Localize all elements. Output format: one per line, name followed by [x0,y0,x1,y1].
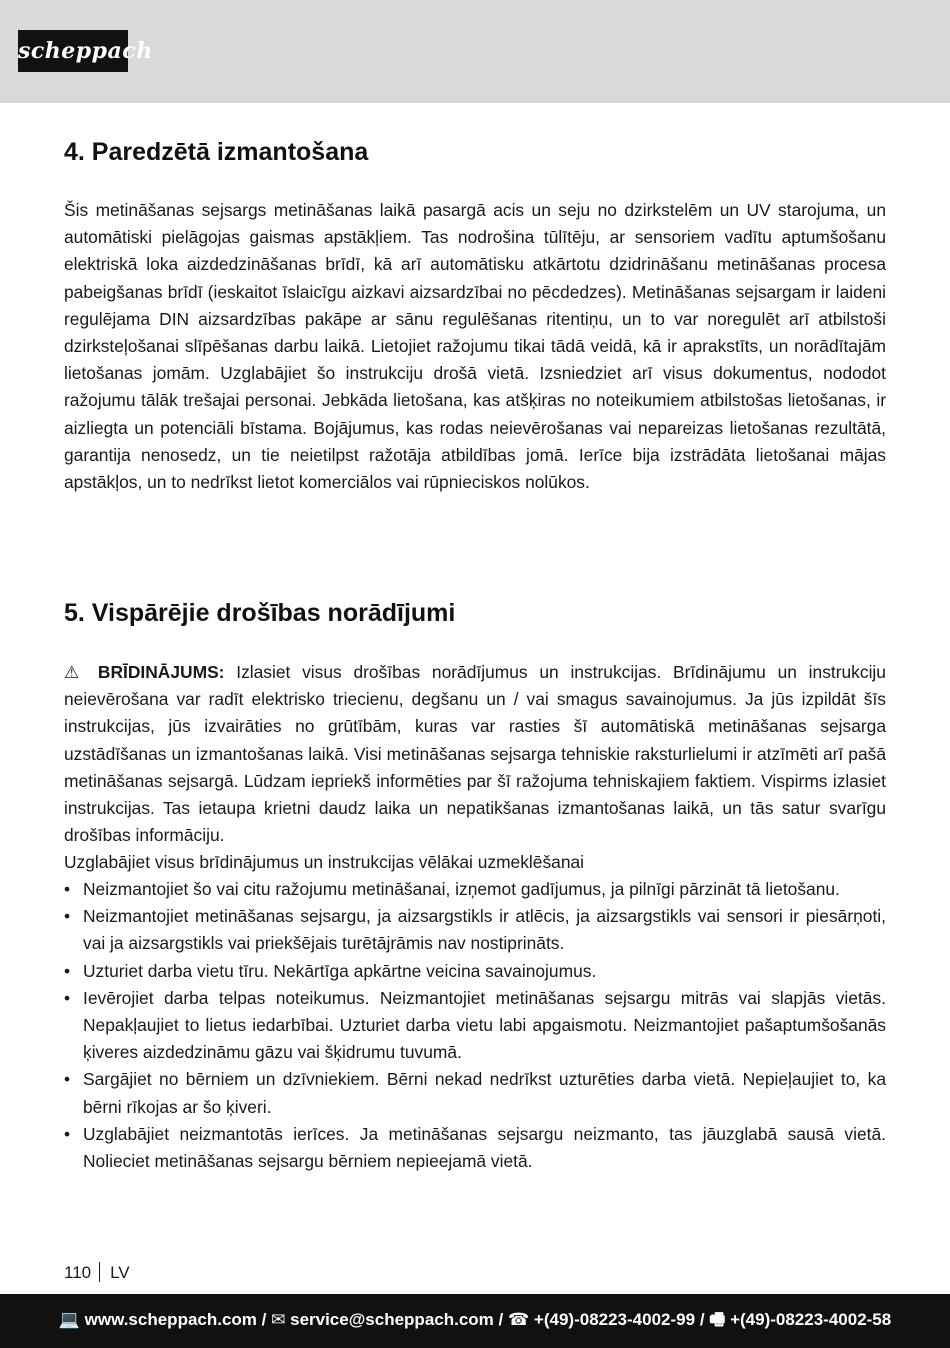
separator: / [498,1310,504,1329]
mail-icon: ✉ [271,1310,286,1329]
contact-bar [0,1294,950,1348]
keep-instructions-line: Uzglabājiet visus brīdinājumus un instrukcijas vēlākai uzmeklēšanai [64,852,585,872]
website-link[interactable]: www.scheppach.com [84,1310,257,1329]
list-item: • Uzturiet darba vietu tīru. Nekārtīga apkārtne veicina savainojumus. [64,958,886,985]
page-number-block [64,1262,130,1283]
list-item: • Uzglabājiet neizmantotās ierīces. Ja metināšanas sejsargu neizmanto, tas jāuzglabā sausā vietā. Nolieciet metināšanas sejsargu bērniem nepieejamā vietā. [64,1121,886,1175]
warning-paragraph [64,659,886,849]
computer-icon: 💻 [58,1310,80,1329]
separator: / [261,1310,267,1329]
fax-icon: 🖷 [709,1310,726,1329]
page-number: 110 [64,1263,92,1282]
safety-bullet-list [64,876,886,1175]
section-4-body: Šis metināšanas sejsargs metināšanas laikā pasargā acis un seju no dzirkstelēm un UV starojuma, un automātiski pielāgojas gaismas apstākļiem. Tas nodrošina tūlītēju, ar sensoriem vadītu aptumšošanu elektriskā loka aizdedzināšanas brīdī, kā arī automātisku atkārtotu dzidrināšanu metināšanas procesa pabeigšanas brīdī (ieskaitot īslaicīgu aizkavi aizsardzībai no pēcdedzes). Metināšanas sejsargam ir laideni regulējama DIN aizsardzības pakāpe ar sānu regulēšanas ritentiņu, un to var noregulēt arī atbilstoši dzirksteļošanai slīpēšanas darbu laikā. Lietojiet ražojumu tikai tādā veidā, kā ir aprakstīts, un norādītajām lietošanas jomām. Uzglabājiet šo instrukciju drošā vietā. Izsniedziet arī visus dokumentus, nododot ražojumu tālāk trešajai personai. Jebkāda lietošana, kas atšķiras no noteikumiem atbilstošas lietošanas, ir aizliegta un potenciāli bīstama. Bojājumus, kas rodas neievērošanas vai nepareizas lietošanas rezultātā, garantija nenosedz, un tie neietilpst ražotāja atbildības jomā. Ierīce bija izstrādāta lietošanai mājas apstākļos, un to nedrīkst lietot komerciālos vai rūpnieciskos nolūkos. [64,200,886,493]
list-item: • Ievērojiet darba telpas noteikumus. Neizmantojiet metināšanas sejsargu mitrās vai slapjās vietās. Nepakļaujiet to lietus iedarbībai. Uzturiet darba vietu labi apgaismotu. Neizmantojiet pašaptumšošanās ķiveres aizdedzināmu gāzu vai šķidrumu tuvumā. [64,985,886,1067]
warning-icon: ⚠ [64,663,87,682]
language-code: LV [110,1263,130,1282]
warning-label: BRĪDINĀJUMS: [97,662,225,682]
header-band [0,0,950,103]
divider [99,1262,100,1282]
scheppach-logo: scheppach [18,30,128,72]
phone-number: +(49)-08223-4002-99 [533,1310,696,1329]
section-5-title: 5. Vispārējie drošības norādījumi [64,599,456,627]
email-link[interactable]: service@scheppach.com [290,1310,494,1329]
fax-number: +(49)-08223-4002-58 [730,1310,892,1329]
separator: / [699,1310,705,1329]
section-4-title: 4. Paredzētā izmantošana [64,138,369,166]
warning-text: Izlasiet visus drošības norādījumus un instrukcijas. Brīdinājumu un instrukciju neievērošana var radīt elektrisko triecienu, degšanu un / vai smagus savainojumus. Ja jūs izpildāt šīs instrukcijas, jūs izvairāties no grūtībām, kuras var rasties šī automātiskā metināšanas sejsarga uzstādīšanas un izmantošanas laikā. Visi metināšanas sejsarga tehniskie raksturlielumi ir atzīmēti arī pašā metināšanas sejsargā. Lūdzam iepriekš informēties par šī ražojuma tehniskajiem faktiem. Vispirms izlasiet instrukcijas. Tas ietaupa krietni daudz laika un nepatikšanas izmantošanas laikā, un tās satur svarīgu drošības informāciju. [64,662,886,846]
list-item: • Neizmantojiet metināšanas sejsargu, ja aizsargstikls ir atlēcis, ja aizsargstikls vai sensori ir piesārņoti, vai ja aizsargstikls vai priekšējais turētājrāmis nav nostiprināts. [64,903,886,957]
phone-icon: ☎ [508,1310,530,1329]
list-item: • Neizmantojiet šo vai citu ražojumu metināšanai, izņemot gadījumus, ja pilnīgi pārzināt tā lietošanu. [64,876,886,903]
list-item: • Sargājiet no bērniem un dzīvniekiem. Bērni nekad nedrīkst uzturēties darba vietā. Nepieļaujiet to, ka bērni rīkojas ar šo ķiveri. [64,1066,886,1120]
